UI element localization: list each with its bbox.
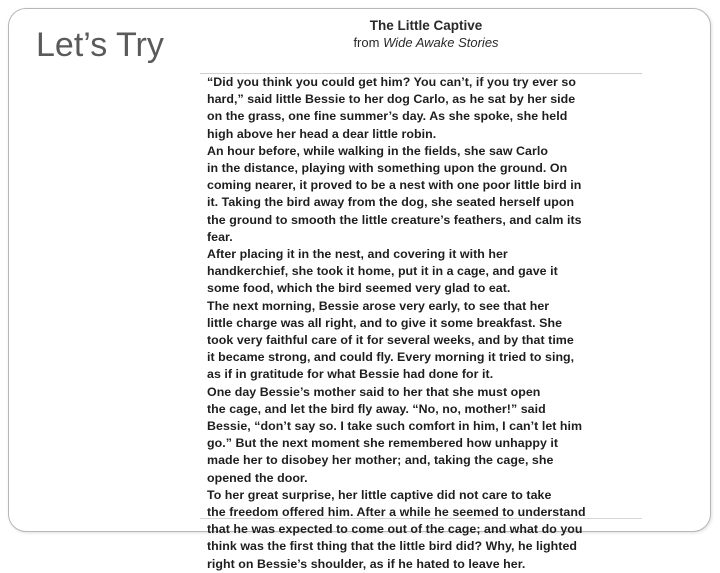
story-line: took very faithful care of it for several weeks, and by that time (207, 333, 574, 348)
story-line: To her great surprise, her little captive did not care to take (207, 487, 552, 502)
story-line: on the grass, one fine summer’s day. As she spoke, she held (207, 109, 568, 124)
story-line: Bessie, “don’t say so. I take such comfort in him, I can’t let him (207, 419, 583, 434)
story-line: opened the door. (207, 470, 308, 485)
story-line: After placing it in the nest, and covering it with her (207, 247, 508, 262)
story-body (200, 73, 642, 571)
story-source: Wide Awake Stories (383, 35, 499, 50)
story-line: it. Taking the bird away from the dog, she seated herself upon (207, 195, 575, 210)
story-line: hard,” said little Bessie to her dog Carlo, as he sat by her side (207, 92, 576, 107)
story-line: made her to disobey her mother; and, taking the cage, she (207, 453, 554, 468)
story-line: as if in gratitude for what Bessie had done for it. (207, 367, 494, 382)
slide-title: Let’s Try (36, 26, 164, 64)
story-subtitle-prefix: from (353, 35, 384, 50)
story-line: think was the first thing that the little bird did? Why, he lighted (207, 539, 578, 554)
story-line: The next morning, Bessie arose very early, to see that her (207, 298, 550, 313)
story-title: The Little Captive (369, 18, 483, 33)
story-line: fear. (207, 229, 233, 244)
story-line: the freedom offered him. After a while he seemed to understand (207, 505, 586, 520)
story-line: right on Bessie’s shoulder, as if he hated to leave her. (207, 556, 526, 571)
story-line: go.” But the next moment she remembered how unhappy it (207, 436, 559, 451)
story-line: some food, which the bird seemed very glad to eat. (207, 281, 511, 296)
story-line: coming nearer, it proved to be a nest with one poor little bird in (207, 178, 582, 193)
story-line: little charge was all right, and to give it some breakfast. She (207, 315, 563, 330)
story-line: One day Bessie’s mother said to her that she must open (207, 384, 541, 399)
story-line: the cage, and let the bird fly away. “No, no, mother!” said (207, 401, 546, 416)
document-bottom-rule (200, 518, 642, 519)
story-subtitle (210, 35, 642, 51)
story-line: high above her head a dear little robin. (207, 126, 437, 141)
story-line: handkerchief, she took it home, put it in a cage, and gave it (207, 264, 558, 279)
story-line: “Did you think you could get him? You can’t, if you try ever so (207, 75, 576, 89)
story-document (200, 18, 642, 571)
story-line: that he was expected to come out of the cage; and what do you (207, 522, 583, 537)
story-line: the ground to smooth the little creature’s feathers, and calm its (207, 212, 582, 227)
story-line: An hour before, while walking in the fields, she saw Carlo (207, 143, 548, 158)
story-line: in the distance, playing with something upon the ground. On (207, 161, 568, 176)
story-line: it became strong, and could fly. Every morning it tried to sing, (207, 350, 575, 365)
